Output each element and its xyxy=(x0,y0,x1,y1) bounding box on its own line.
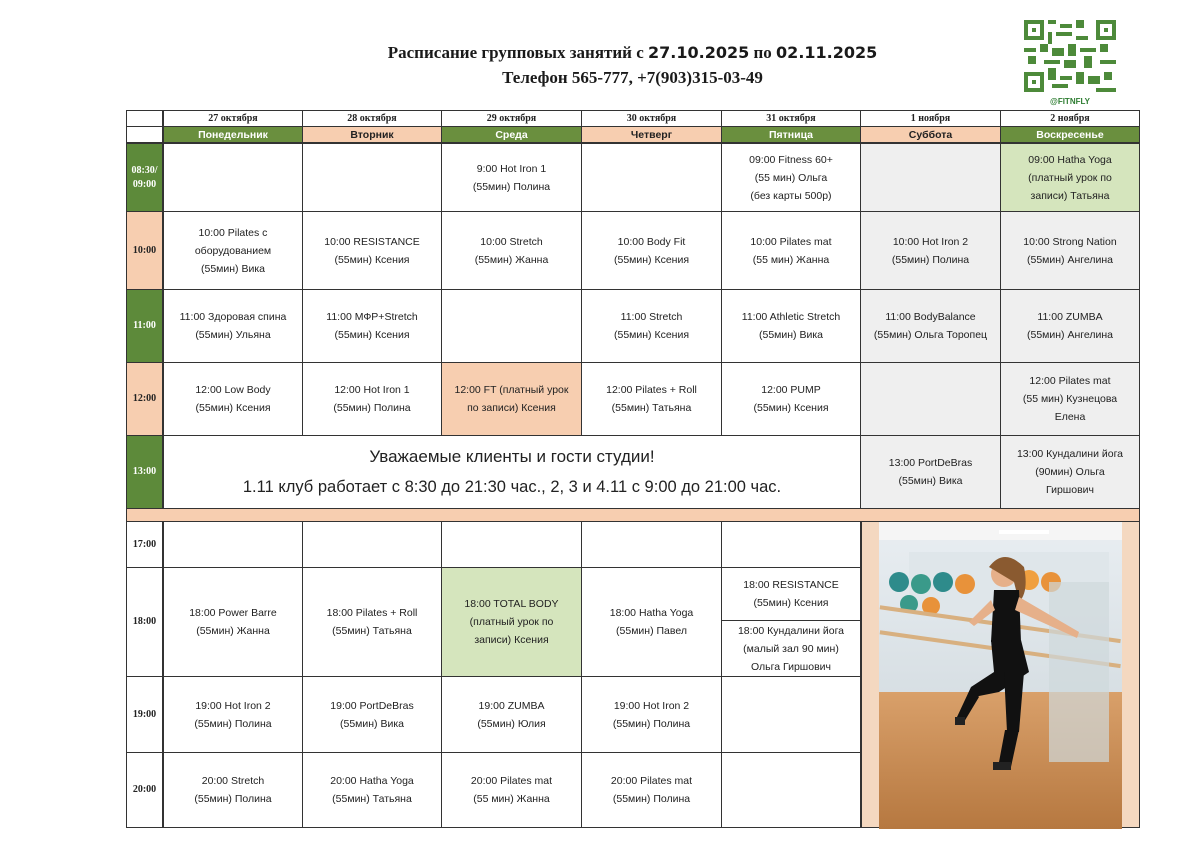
notice-title: Уважаемые клиенты и гости студии! xyxy=(369,447,655,466)
class-slot: 10:00 Pilates mat (55 мин) Жанна xyxy=(721,211,861,290)
class-slot xyxy=(302,521,442,568)
time-0830: 08:30/ 09:00 xyxy=(126,143,163,212)
corner-cell-2 xyxy=(126,126,163,143)
time-1700: 17:00 xyxy=(126,521,163,568)
class-slot: 9:00 Hot Iron 1 (55мин) Полина xyxy=(441,143,582,212)
class-slot: 12:00 Pilates + Roll (55мин) Татьяна xyxy=(581,362,722,436)
instagram-handle: @FITNFLY xyxy=(1050,97,1090,106)
phone-line: Телефон 565-777, +7(903)315-03-49 xyxy=(502,68,763,87)
class-slot: 19:00 ZUMBA (55мин) Юлия xyxy=(441,676,582,753)
class-slot: 09:00 Fitness 60+ (55 мин) Ольга (без карты 500р) xyxy=(721,143,861,212)
class-slot xyxy=(721,752,861,828)
date-from: 27.10.2025 xyxy=(648,43,750,62)
class-slot: 20:00 Stretch (55мин) Полина xyxy=(163,752,303,828)
class-slot: 18:00 RESISTANCE (55мин) Ксения xyxy=(721,567,861,621)
class-slot: 09:00 Hatha Yoga (платный урок по записи) Татьяна xyxy=(1000,143,1140,212)
date-wed: 29 октября xyxy=(441,110,582,127)
time-2000: 20:00 xyxy=(126,752,163,828)
class-slot: 10:00 Body Fit (55мин) Ксения xyxy=(581,211,722,290)
date-sun: 2 ноября xyxy=(1000,110,1140,127)
class-slot: 10:00 RESISTANCE (55мин) Ксения xyxy=(302,211,442,290)
class-slot: 11:00 Здоровая спина (55мин) Ульяна xyxy=(163,289,303,363)
class-slot: 12:00 PUMP (55мин) Ксения xyxy=(721,362,861,436)
class-slot: 19:00 PortDeBras (55мин) Вика xyxy=(302,676,442,753)
weekday-fri: Пятница xyxy=(721,126,861,143)
weekday-sun: Воскресенье xyxy=(1000,126,1140,143)
class-slot: 20:00 Hatha Yoga (55мин) Татьяна xyxy=(302,752,442,828)
class-slot: 18:00 Hatha Yoga (55мин) Павел xyxy=(581,567,722,677)
class-slot: 12:00 Low Body (55мин) Ксения xyxy=(163,362,303,436)
class-slot: 10:00 Hot Iron 2 (55мин) Полина xyxy=(860,211,1001,290)
class-slot xyxy=(163,143,303,212)
class-slot: 13:00 PortDeBras (55мин) Вика xyxy=(860,435,1001,509)
class-slot xyxy=(302,143,442,212)
class-slot: 18:00 Кундалини йога (малый зал 90 мин) Ольга Гиршович xyxy=(721,620,861,677)
class-slot: 18:00 TOTAL BODY (платный урок по записи) Ксения xyxy=(441,567,582,677)
class-slot xyxy=(441,521,582,568)
title-prefix: Расписание групповых занятий с xyxy=(387,43,644,62)
date-mon: 27 октября xyxy=(163,110,303,127)
section-divider xyxy=(126,508,1140,522)
time-1200: 12:00 xyxy=(126,362,163,436)
class-slot: 10:00 Strong Nation (55мин) Ангелина xyxy=(1000,211,1140,290)
time-1900: 19:00 xyxy=(126,676,163,753)
class-slot: 12:00 FT (платный урок по записи) Ксения xyxy=(441,362,582,436)
class-slot: 18:00 Pilates + Roll (55мин) Татьяна xyxy=(302,567,442,677)
class-slot xyxy=(163,521,303,568)
weekday-wed: Среда xyxy=(441,126,582,143)
class-slot xyxy=(581,143,722,212)
dancer-photo xyxy=(861,521,1140,828)
class-slot xyxy=(860,362,1001,436)
weekday-sat: Суббота xyxy=(860,126,1001,143)
class-slot xyxy=(721,521,861,568)
date-to: 02.11.2025 xyxy=(776,43,878,62)
class-slot: 13:00 Кундалини йога (90мин) Ольга Гиршович xyxy=(1000,435,1140,509)
date-tue: 28 октября xyxy=(302,110,442,127)
corner-cell xyxy=(126,110,163,127)
class-slot: 11:00 ZUMBA (55мин) Ангелина xyxy=(1000,289,1140,363)
class-slot: 19:00 Hot Iron 2 (55мин) Полина xyxy=(163,676,303,753)
class-slot: 12:00 Hot Iron 1 (55мин) Полина xyxy=(302,362,442,436)
weekday-tue: Вторник xyxy=(302,126,442,143)
time-1000: 10:00 xyxy=(126,211,163,290)
time-1100: 11:00 xyxy=(126,289,163,363)
date-fri: 31 октября xyxy=(721,110,861,127)
class-slot xyxy=(581,521,722,568)
class-slot xyxy=(860,143,1001,212)
class-slot: 18:00 Power Barre (55мин) Жанна xyxy=(163,567,303,677)
class-slot: 12:00 Pilates mat (55 мин) Кузнецова Елена xyxy=(1000,362,1140,436)
holiday-notice xyxy=(163,435,861,509)
class-slot: 11:00 МФР+Stretch (55мин) Ксения xyxy=(302,289,442,363)
class-slot: 10:00 Stretch (55мин) Жанна xyxy=(441,211,582,290)
date-thu: 30 октября xyxy=(581,110,722,127)
time-1800: 18:00 xyxy=(126,567,163,677)
class-slot: 10:00 Pilates с оборудованием (55мин) Вика xyxy=(163,211,303,290)
class-slot: 19:00 Hot Iron 2 (55мин) Полина xyxy=(581,676,722,753)
weekday-thu: Четверг xyxy=(581,126,722,143)
time-1300: 13:00 xyxy=(126,435,163,509)
date-sat: 1 ноября xyxy=(860,110,1001,127)
class-slot: 11:00 Athletic Stretch (55мин) Вика xyxy=(721,289,861,363)
class-slot: 20:00 Pilates mat (55мин) Полина xyxy=(581,752,722,828)
notice-text: 1.11 клуб работает с 8:30 до 21:30 час., 2, 3 и 4.11 с 9:00 до 21:00 час. xyxy=(242,478,782,496)
class-slot: 11:00 Stretch (55мин) Ксения xyxy=(581,289,722,363)
class-slot xyxy=(721,676,861,753)
class-slot: 11:00 BodyBalance (55мин) Ольга Торопец xyxy=(860,289,1001,363)
weekday-mon: Понедельник xyxy=(163,126,303,143)
class-slot xyxy=(441,289,582,363)
class-slot: 20:00 Pilates mat (55 мин) Жанна xyxy=(441,752,582,828)
title-mid: по xyxy=(753,43,772,62)
